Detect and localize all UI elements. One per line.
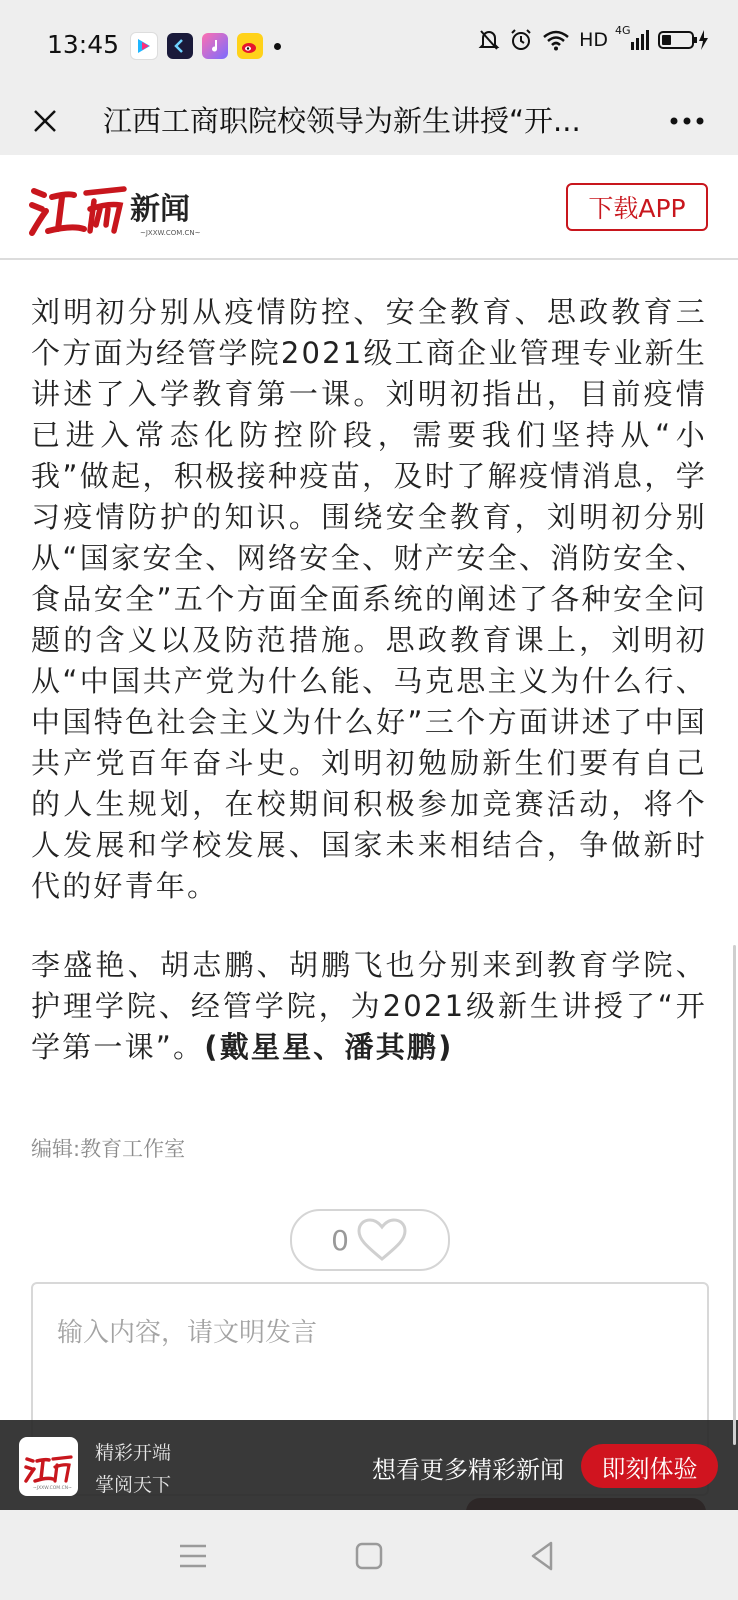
like-count: 0 xyxy=(331,1223,349,1257)
battery-charging-icon xyxy=(658,29,710,51)
cell-signal-icon: 4G xyxy=(617,30,649,50)
like-button[interactable] xyxy=(290,1209,450,1271)
status-icons xyxy=(478,24,710,52)
status-bar xyxy=(0,0,738,88)
page-title: 江西工商职院校领导为新生讲授“开... xyxy=(103,104,581,138)
youku-app-icon xyxy=(130,32,158,60)
article-body xyxy=(31,292,707,1068)
alarm-icon xyxy=(509,28,533,52)
article-paragraph-text: 李盛艳、胡志鹏、胡鹏飞也分别来到教育学院、护理学院、经管学院，为2021级新生讲授了“开学第一课”。 xyxy=(31,948,707,1064)
music-app-icon xyxy=(202,33,228,59)
webview-title-bar xyxy=(0,88,738,155)
editor-credit: 编辑:教育工作室 xyxy=(31,1137,186,1161)
site-header xyxy=(0,155,738,260)
jiangxi-news-logo[interactable] xyxy=(28,169,218,245)
more-notifications-dot xyxy=(274,43,281,50)
banner-tagline-2: 掌阅天下 xyxy=(95,1474,172,1496)
back-icon[interactable] xyxy=(521,1534,565,1578)
mute-bell-icon xyxy=(478,28,500,52)
try-now-button[interactable]: 即刻体验 xyxy=(581,1444,718,1488)
weibo-app-icon xyxy=(237,33,263,59)
k-app-icon xyxy=(167,33,193,59)
article-paragraph: 刘明初分别从疫情防控、安全教育、思政教育三个方面为经管学院2021级工商企业管理专业新生讲述了入学教育第一课。刘明初指出，目前疫情已进入常态化防控阶段，需要我们坚持从“小我”做起，积极接种疫苗，及时了解疫情消息，学习疫情防护的知识。围绕安全教育，刘明初分别从“国家安全、网络安全、财产安全、消防安全、食品安全”五个方面全面系统的阐述了各种安全问题的含义以及防范措施。思政教育课上，刘明初从“中国共产党为什么能、马克思主义为什么行、中国特色社会主义为什么好”三个方面讲述了中国共产党百年奋斗史。刘明初勉励新生们要有自己的人生规划，在校期间积极参加竞赛活动，将个人发展和学校发展、国家未来相结合，争做新时代的好青年。 xyxy=(31,295,707,903)
app-promo-banner xyxy=(0,1420,738,1510)
scrollbar[interactable] xyxy=(733,945,736,1445)
banner-tagline-1: 精彩开端 xyxy=(95,1442,172,1464)
app-logo-icon xyxy=(19,1437,78,1496)
wifi-icon xyxy=(542,29,570,51)
system-nav-bar xyxy=(0,1510,738,1600)
notification-app-icons xyxy=(130,32,281,60)
menu-icon[interactable] xyxy=(171,1534,215,1578)
download-app-button[interactable]: 下载APP xyxy=(566,183,708,231)
more-options-icon[interactable] xyxy=(662,98,712,144)
svg-text:新闻: 新闻 xyxy=(130,192,190,227)
heart-icon xyxy=(355,1217,409,1263)
article-authors: (戴星星、潘其鹏) xyxy=(204,1030,454,1064)
article-paragraph xyxy=(31,945,707,1068)
hd-label: HD xyxy=(579,29,608,51)
status-time: 13:45 xyxy=(47,30,120,59)
banner-prompt: 想看更多精彩新闻 xyxy=(372,1456,564,1484)
svg-text:~JXXW.COM.CN~: ~JXXW.COM.CN~ xyxy=(140,229,201,237)
home-icon[interactable] xyxy=(347,1534,391,1578)
svg-text:~JXXW.COM.CN~: ~JXXW.COM.CN~ xyxy=(33,1486,72,1491)
close-icon[interactable] xyxy=(22,98,68,144)
